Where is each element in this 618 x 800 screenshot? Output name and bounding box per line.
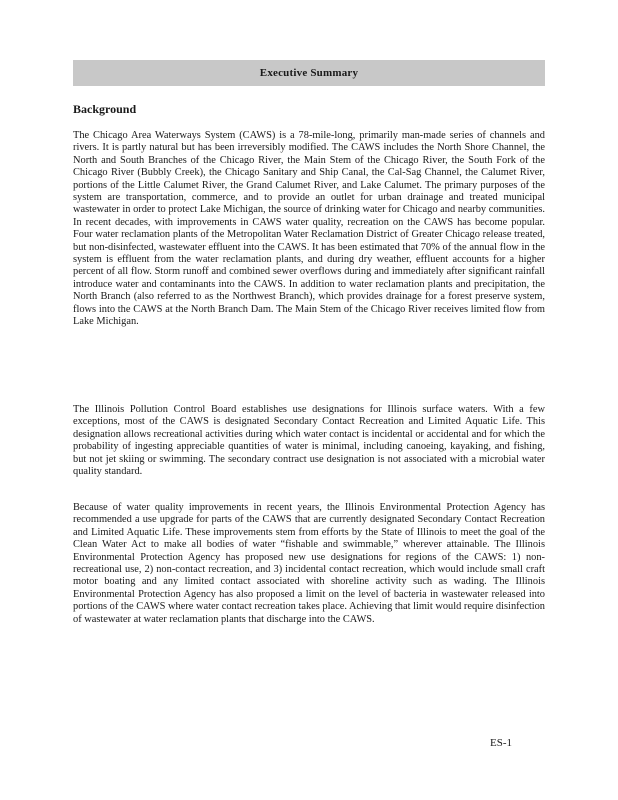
- paragraph-use-designations: The Illinois Pollution Control Board establishes use designations for Illinois surface waters. With a few exceptions, most of the CAWS is designated Secondary Contact Recreation and Limited Aquatic Life. This designation allows recreational activities during which water contact is incidental or accidental and for which the probability of ingesting appreciable quantities of water is minimal, including canoeing, kayaking, and fishing, but not jet skiing or swimming. The secondary contract use designation is not associated with a microbial water quality standard.: [73, 404, 545, 478]
- title-bar: [73, 60, 545, 86]
- page-number: ES-1: [490, 737, 512, 749]
- document-title: Executive Summary: [259, 67, 359, 79]
- paragraph-background: The Chicago Area Waterways System (CAWS) is a 78-mile-long, primarily man-made series of channels and rivers. It is partly natural but has been irreversibly modified. The CAWS includes the North Shore Channel, the North and South Branches of the Chicago River, the Main Stem of the Chicago River, the South Fork of the Chicago River (Bubbly Creek), the Chicago Sanitary and Ship Canal, the Cal-Sag Channel, the Calumet River, portions of the Little Calumet River, the Grand Calumet River, and Lake Calumet. The primary purposes of the system are transportation, commerce, and to provide an outlet for urban drainage and treated municipal wastewater in order to protect Lake Michigan, the source of drinking water for Chicago and nearby communities. In recent decades, with improvements in CAWS water quality, recreation on the CAWS has become popular. Four water reclamation plants of the Metropolitan Water Reclamation District of Greater Chicago release treated, but non-disinfected, wastewater effluent into the CAWS. It has been estimated that 70% of the annual flow in the system is effluent from the water reclamation plants, and during dry weather, effluent accounts for a higher percent of all flow. Storm runoff and combined sewer overflows during and immediately after significant rainfall introduce water and contaminants into the CAWS. In addition to water reclamation plants and precipitation, the North Branch (also referred to as the Northwest Branch), which provides drainage for a forest preserve system, flows into the CAWS at the North Branch Dam. The Main Stem of the Chicago River receives limited flow from Lake Michigan.: [73, 130, 545, 328]
- section-heading: Background: [73, 102, 137, 116]
- paragraph-use-upgrade: Because of water quality improvements in recent years, the Illinois Environmental Protection Agency has recommended a use upgrade for parts of the CAWS that are currently designated Secondary Contact Recreation and Limited Aquatic Life. These improvements stem from efforts by the State of Illinois to meet the goal of the Clean Water Act to make all bodies of water “fishable and swimmable,” wherever attainable. The Illinois Environmental Protection Agency has proposed new use designations for regions of the CAWS: 1) non-recreational use, 2) non-contact recreation, and 3) incidental contact recreation, which would include small craft motor boating and any limited contact associated with shoreline activity such as wading. The Illinois Environmental Protection Agency has also proposed a limit on the level of bacteria in wastewater released into portions of the CAWS where water contact recreation takes place. Achieving that limit would require disinfection of wastewater at water reclamation plants that discharge into the CAWS.: [73, 502, 545, 625]
